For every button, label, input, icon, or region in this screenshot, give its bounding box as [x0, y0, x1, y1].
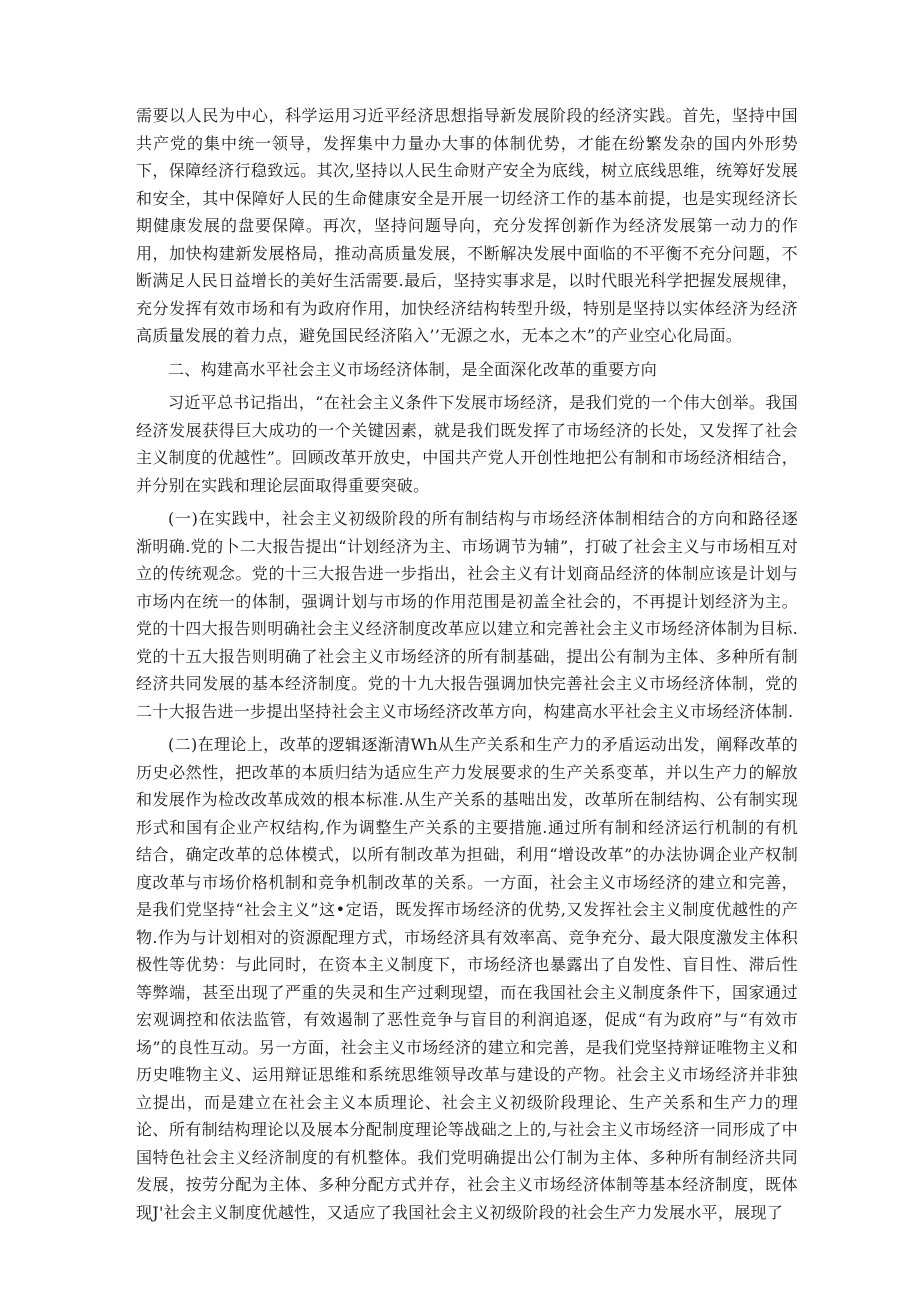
paragraph-xi-quote: 习近平总书记指出，“在社会主义条件下发展市场经济，是我们党的一个伟大创举。我国经济发展获得巨大成功的一个关键因素，就是我们既发挥了市场经济的长处，又发挥了社会主义制度的优越性”。回顾改革开放史，中国共产党人开创性地把公有制和市场经济相结合，并分别在实践和理论层面取得重要突破。: [136, 393, 798, 495]
paragraph-practice: (一)在实践中，社会主义初级阶段的所有制结构与市场经济体制相结合的方向和路径逐渐明确.党的卜二大报告提出“计划经济为主、市场调节为辅”，打破了社会主义与市场相互对立的传统观念。党的十三大报告进一步指出，社会主义有计划商品经济的体制应该是计划与市场内在统一的体制，强调计划与市场的作用范围是初盖全社会的，不再提计划经济为主。党的十四大报告则明确社会主义经济制度改革应以建立和完善社会主义市场经济体制为目标.党的十五大报告则明确了社会主义市场经济的所有制基础，提出公有制为主体、多种所有制经济共同发展的基本经济制度。党的十九大报告强调加快完善社会主义市场经济体制，党的二十大报告进一步提出坚持社会主义市场经济改革方向，构建高水平社会主义市场经济体制.: [136, 509, 798, 721]
paragraph-theory: (二)在理论上，改革的逻辑逐渐清Wh从生产关系和生产力的矛盾运动出发，阐释改革的历史必然性，把改革的本质归结为适应生产力发展要求的生产关系变革，并以生产力的解放和发展作为检改改革成效的根本标准.从生产关系的基咄出发，改革所在制结构、公有制实现形式和国有企业产权结构,作为调整生产关系的主要措施.通过所有制和经济运行机制的有机结合，确定改革的总体模式，以所有制改革为担础，利用“增设改革”的办法协调企业产权制度改革与市场价格机制和竞争机制改革的关系。一方面，社会主义市场经济的建立和完善，是我们党坚持“社会主义”这•定语，既发挥市场经济的优势,又发挥社会主义制度优越性的产物.作为与计划相对的资源配理方式，市场经济具有效率高、竞争充分、最大限度激发主体积极性等优势：与此同时，在资本主义制度下，市场经济也暴露出了自发性、盲目性、滞后性等弊端，甚至出现了严重的失灵和生产过剩现望，而在我国社会主义制度条件下，国家通过宏观调控和依法监管，有效遏制了恶性竞争与盲目的利润追逐，促成“有为政府”与“有效市场”的良性互动。另一方面，社会主义市场经济的建立和完善，是我们党坚持辩证唯物主义和历史唯物主义、运用辩证思维和系统思维领导改革与建设的产物。社会主义市场经济并非独立提出，而是建立在社会主义本质理论、社会主义初级阶段理论、生产关系和生产力的理论、所有制结构理论以及展本分配制度理论等战础之上的,与社会主义市场经济一同形成了中国特色社会主义经济制度的有机整体。我们党明确提出公仃制为主体、多种所有制经济共同发展，按劳分配为主体、多种分配方式并存，社会主义市场经济体制等基本经济制度，既体现J'社会主义制度优越性，又适应了我国社会主义初级阶段的社会生产力发展水平，展现了: [136, 735, 798, 1222]
paragraph-economic-practice: 需要以人民为中心，科学运用习近平经济思想指导新发展阶段的经济实践。首先，坚持中国共产党的集中统一领导，发挥集中力量办大事的体制优势，才能在纷繁发杂的国内外形势下，保障经济行稳致远。其次,坚持以人民生命财产安全为底线，树立底线思维，统筹好发展和安全，其中保障好人民的生命健康安全是开展一切经济工作的基本前提，也是实现经济长期健康发展的盘要保障。再次，坚持问题导向，充分发挥创新作为经济发展第一动力的作用，加快构建新发展格局，推动高质量发展，不断解决发展中面临的不平衡不充分问题，不断满足人民日益增长的美好生活需要.最后，坚持实事求是，以时代眼光科学把握发展规律，充分发挥有效市场和有为政府作用，加快经济结构转型升级，特别是坚持以实体经济为经济高质量发展的着力点，避免国民经济陷入’’无源之水，无本之木”的产业空心化局面。: [136, 106, 798, 345]
section-heading-2: 二、构建高水平社会主义市场经济体制，是全面深化改革的重要方向: [168, 359, 658, 379]
document-body: [136, 102, 798, 1226]
